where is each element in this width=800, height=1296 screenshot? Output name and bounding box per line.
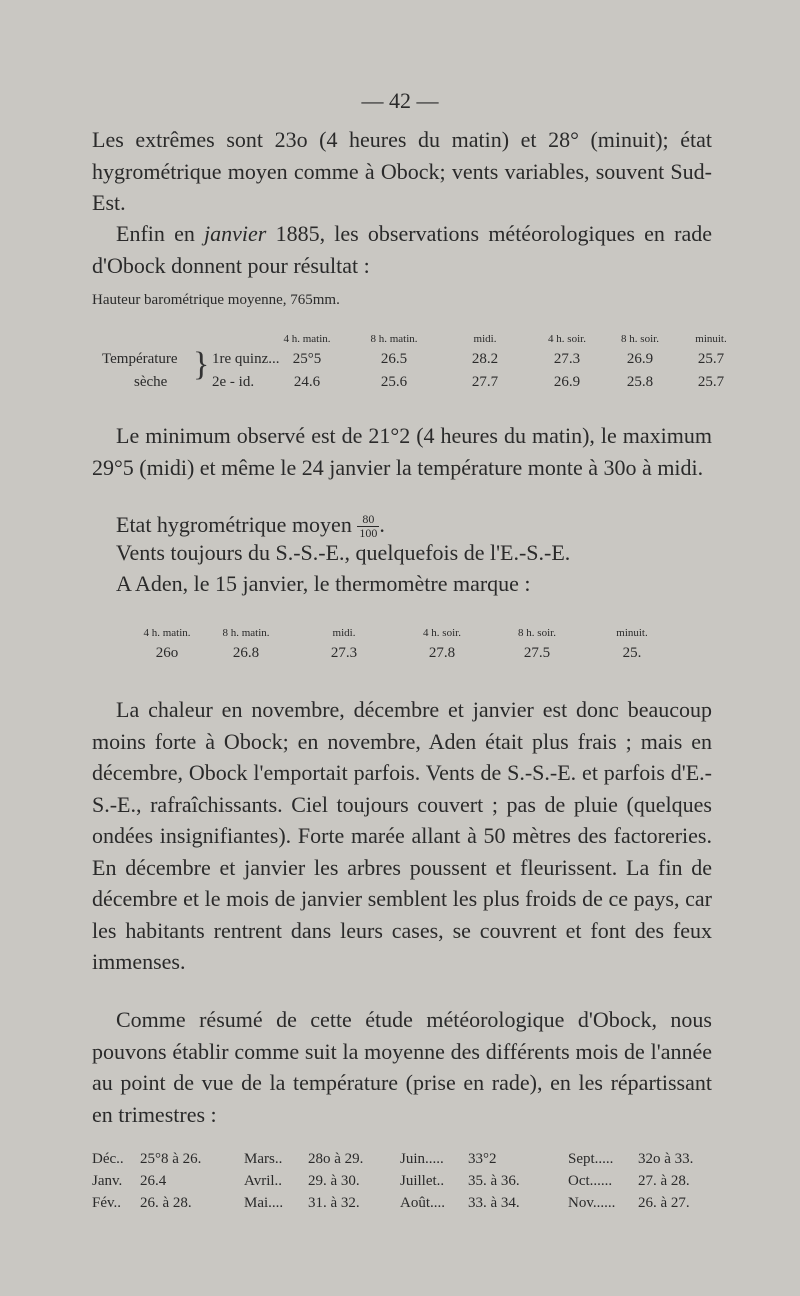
row-label-seche: sèche: [134, 374, 168, 390]
fraction-denominator: 100: [359, 526, 378, 541]
month-range: 33°2: [468, 1151, 497, 1167]
paragraph-january: [92, 218, 712, 281]
table-cell: 26o: [155, 645, 179, 661]
page-number: — 42 —: [361, 88, 439, 113]
month-label: Fév..: [92, 1195, 122, 1211]
text-rest: 1885, les observations météorologiques en rade d'Obock donnent pour résultat :: [92, 221, 712, 278]
month-label: Nov......: [568, 1195, 616, 1211]
brace-icon: }: [193, 346, 210, 383]
table-cell: 27.8: [428, 645, 456, 661]
table-cell: 27.3: [330, 645, 358, 661]
text-prefix: Enfin en: [116, 221, 205, 246]
month-range: 27. à 28.: [638, 1173, 690, 1189]
paragraph-text: Comme résumé de cette étude météorologique d'Obock, nous pouvons établir comme suit la moyenne des différents mois de l'année au point de vue de la température (prise en rade), en les répartissant en trimestres :: [92, 1007, 712, 1127]
hygro-label: Etat hygrométrique moyen: [116, 512, 358, 537]
fraction-numerator: 80: [357, 513, 379, 527]
month-range: 26. à 27.: [638, 1195, 690, 1211]
table-cell: 25.6: [380, 374, 408, 390]
table-cell: 26.9: [553, 374, 581, 390]
month-range: 33. à 34.: [468, 1195, 520, 1211]
table-cell: 25.8: [626, 374, 654, 390]
paragraph-text: Les extrêmes sont 23o (4 heures du matin) et 28° (minuit); état hygrométrique moyen comme à Obock; vents variables, souvent Sud-Est.: [92, 127, 712, 215]
table-header: minuit.: [695, 333, 727, 345]
aden-line: A Aden, le 15 janvier, le thermomètre marque :: [116, 571, 531, 596]
paragraph-minimum: [92, 420, 712, 483]
table-cell: 25.: [622, 645, 642, 661]
month-range: 25°8 à 26.: [140, 1151, 202, 1167]
row-label: 1re quinz...: [212, 351, 280, 367]
paragraph-heat: [92, 694, 712, 978]
table-header: 4 h. matin.: [283, 333, 331, 345]
month-label: Mai....: [244, 1195, 284, 1211]
table-header: 4 h. matin.: [143, 627, 191, 639]
table-header: 8 h. soir.: [518, 627, 556, 639]
month-label: Oct......: [568, 1173, 613, 1189]
table-header: 4 h. soir.: [423, 627, 461, 639]
paragraph-text: La chaleur en novembre, décembre et janvier est donc beaucoup moins forte à Obock; en novembre, Aden était plus frais ; mais en décembre, Obock l'emportait parfois. Vents de S.-S.-E. et parfois d'E.-S.-E., rafraîchissants. Ciel toujours couvert ; pas de pluie (quelques ondées insignifiantes). Forte marée allant à 50 mètres des factoreries. En décembre et janvier les arbres poussent et fleurissent. La fin de décembre et le mois de janvier semblent les plus froids de ce pays, car les habitants rentrent dans leurs cases, se couvrent et font des feux immenses.: [92, 697, 712, 974]
table-header: 8 h. matin.: [222, 627, 270, 639]
month-range: 32o à 33.: [638, 1151, 694, 1167]
fraction: [357, 513, 379, 540]
table-cell: 27.3: [553, 351, 581, 367]
hygro-suffix: .: [379, 512, 385, 537]
paragraph-text: [92, 218, 712, 281]
table-header: minuit.: [616, 627, 648, 639]
row-label: 2e - id.: [212, 374, 255, 390]
paragraph-text: Le minimum observé est de 21°2 (4 heures du matin), le maximum 29°5 (midi) et même le 24 janvier la température monte à 30o à midi.: [92, 423, 712, 480]
row-label-temperature: Température: [102, 351, 178, 367]
table-header: midi.: [332, 627, 356, 639]
table-header: 8 h. soir.: [621, 333, 659, 345]
table-cell: 24.6: [293, 374, 321, 390]
table-cell: 28.2: [471, 351, 499, 367]
month-range: 35. à 36.: [468, 1173, 520, 1189]
month-label: Août....: [400, 1195, 445, 1211]
month-range: 31. à 32.: [308, 1195, 360, 1211]
table-cell: 25.7: [697, 374, 725, 390]
hygrometry-line: [116, 512, 385, 540]
paragraph-summary: [92, 1004, 712, 1130]
paragraph-extremes: [92, 124, 712, 219]
month-label: Juillet..: [400, 1173, 445, 1189]
month-range: 26. à 28.: [140, 1195, 192, 1211]
month-range: 29. à 30.: [308, 1173, 360, 1189]
table-cell: 25.7: [697, 351, 725, 367]
table-cell: 27.5: [523, 645, 551, 661]
table-cell: 26.5: [380, 351, 408, 367]
pressure-line: Hauteur barométrique moyenne, 765mm.: [92, 292, 340, 308]
table-header: 4 h. soir.: [548, 333, 586, 345]
month-label: Sept.....: [568, 1151, 614, 1167]
month-range: 26.4: [140, 1173, 167, 1189]
winds-line: Vents toujours du S.-S.-E., quelquefois de l'E.-S.-E.: [116, 540, 571, 565]
month-range: 28o à 29.: [308, 1151, 364, 1167]
month-label: Déc..: [92, 1151, 124, 1167]
table-header: 8 h. matin.: [370, 333, 418, 345]
table-cell: 26.8: [232, 645, 260, 661]
month-label: Juin.....: [400, 1151, 444, 1167]
month-label: Janv.: [92, 1173, 123, 1189]
table-header: midi.: [473, 333, 497, 345]
month-label: Avril..: [244, 1173, 283, 1189]
italic-month: janvier: [204, 221, 267, 246]
month-label: Mars..: [244, 1151, 283, 1167]
table-cell: 25°5: [292, 351, 322, 367]
table-cell: 27.7: [471, 374, 499, 390]
table-cell: 26.9: [626, 351, 654, 367]
